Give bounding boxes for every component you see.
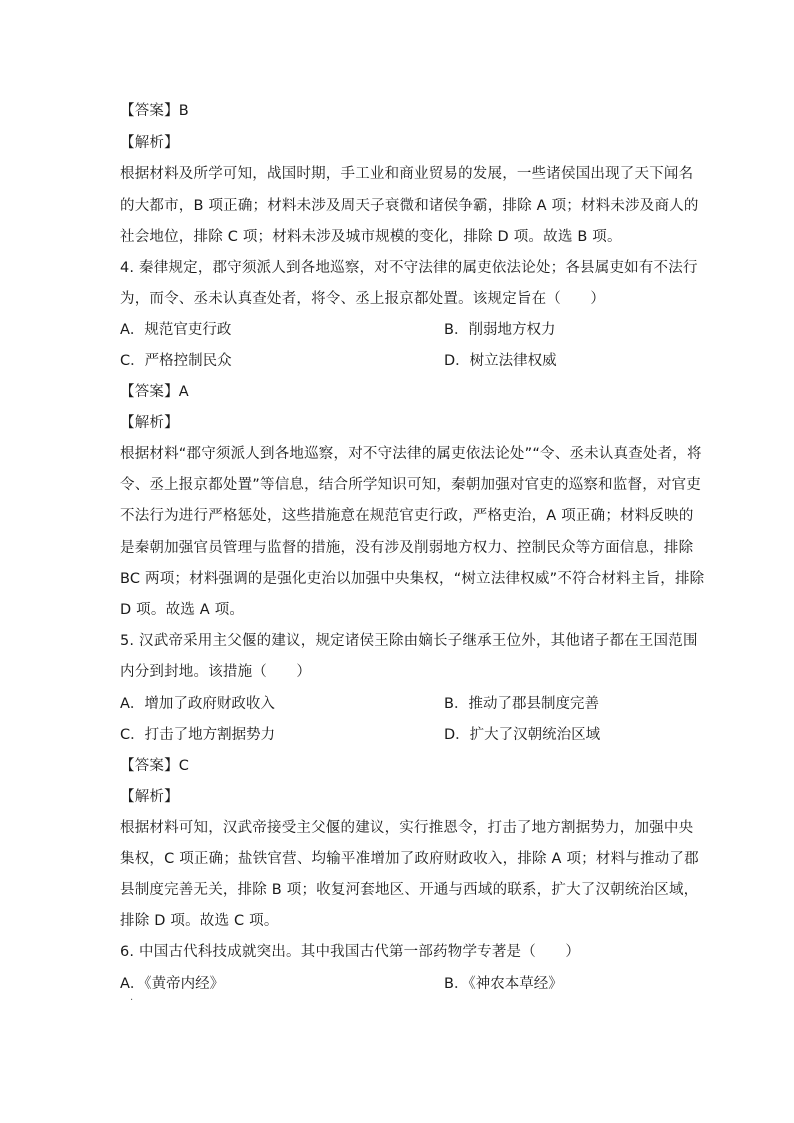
- q5-option-c: C．打击了地方割据势力: [120, 727, 276, 743]
- q5-option-d: D．扩大了汉朝统治区域: [444, 727, 601, 743]
- analysis-text-q5-line3: 县制度完善无关，排除 B 项；收复河套地区、开通与西域的联系，扩大了汉朝统治区域，: [120, 882, 699, 898]
- analysis-label-q5: 【解析】: [120, 789, 179, 805]
- answer-label-q4: 【答案】A: [120, 384, 189, 400]
- analysis-text-q4-line6: D 项。故选 A 项。: [120, 602, 245, 618]
- q5-option-b: B．推动了郡县制度完善: [444, 696, 599, 712]
- q4-option-b: B．削弱地方权力: [444, 322, 556, 338]
- analysis-text-q5-line4: 排除 D 项。故选 C 项。: [120, 913, 279, 929]
- analysis-label-q3: 【解析】: [120, 135, 179, 151]
- stray-dot: ·: [130, 995, 134, 1006]
- q6-option-a: A．《黄帝内经》: [120, 976, 225, 992]
- analysis-text-q4-line3: 不法行为进行严格惩处，这些措施意在规范官吏行政，严格吏治，A 项正确；材料反映的: [120, 508, 694, 524]
- q4-option-a: A．规范官吏行政: [120, 322, 232, 338]
- analysis-text-q3-line3: 社会地位，排除 C 项；材料未涉及城市规模的变化，排除 D 项。故选 B 项。: [120, 229, 622, 245]
- question-4-line2: 为，而令、丞未认真查处者，将令、丞上报京都处置。该规定旨在（ ）: [120, 291, 606, 307]
- analysis-text-q3-line2: 的大都市，B 项正确；材料未涉及周天子衰微和诸侯争霸，排除 A 项；材料未涉及商人的: [120, 198, 699, 214]
- analysis-text-q4-line4: 是秦朝加强官员管理与监督的措施，没有涉及削弱地方权力、控制民众等方面信息，排除: [120, 540, 694, 556]
- analysis-label-q4: 【解析】: [120, 415, 179, 431]
- q4-option-d: D．树立法律权威: [444, 353, 557, 369]
- q4-option-c: C．严格控制民众: [120, 353, 232, 369]
- analysis-text-q4-line2: 令、丞上报京都处置”等信息，结合所学知识可知，秦朝加强对官吏的巡察和监督，对官吏: [120, 477, 702, 493]
- question-5-line1: 5. 汉武帝采用主父偃的建议，规定诸侯王除由嫡长子继承王位外，其他诸子都在王国范围: [120, 633, 698, 649]
- q6-option-b: B．《神农本草经》: [444, 976, 563, 992]
- analysis-text-q5-line1: 根据材料可知，汉武帝接受主父偃的建议，实行推恩令，打击了地方割据势力，加强中央: [120, 820, 694, 836]
- question-5-line2: 内分到封地。该措施（ ）: [120, 664, 312, 680]
- answer-label-q5: 【答案】C: [120, 758, 190, 774]
- question-4-line1: 4. 秦律规定，郡守须派人到各地巡察，对不守法律的属吏依法论处；各县属吏如有不法行: [120, 260, 698, 276]
- analysis-text-q5-line2: 集权，C 项正确；盐铁官营、均输平准增加了政府财政收入，排除 A 项；材料与推动了郡: [120, 851, 699, 867]
- question-6-line1: 6. 中国古代科技成就突出。其中我国古代第一部药物学专著是（ ）: [120, 944, 581, 960]
- analysis-text-q4-line1: 根据材料“郡守须派人到各地巡察，对不守法律的属吏依法论处”“令、丞未认真查处者，将: [120, 446, 702, 462]
- analysis-text-q3-line1: 根据材料及所学可知，战国时期，手工业和商业贸易的发展，一些诸侯国出现了天下闻名: [120, 166, 694, 182]
- answer-label-q3: 【答案】B: [120, 103, 189, 119]
- analysis-text-q4-line5: BC 两项；材料强调的是强化吏治以加强中央集权，“树立法律权威”不符合材料主旨，排除: [120, 571, 705, 587]
- q5-option-a: A．增加了政府财政收入: [120, 696, 275, 712]
